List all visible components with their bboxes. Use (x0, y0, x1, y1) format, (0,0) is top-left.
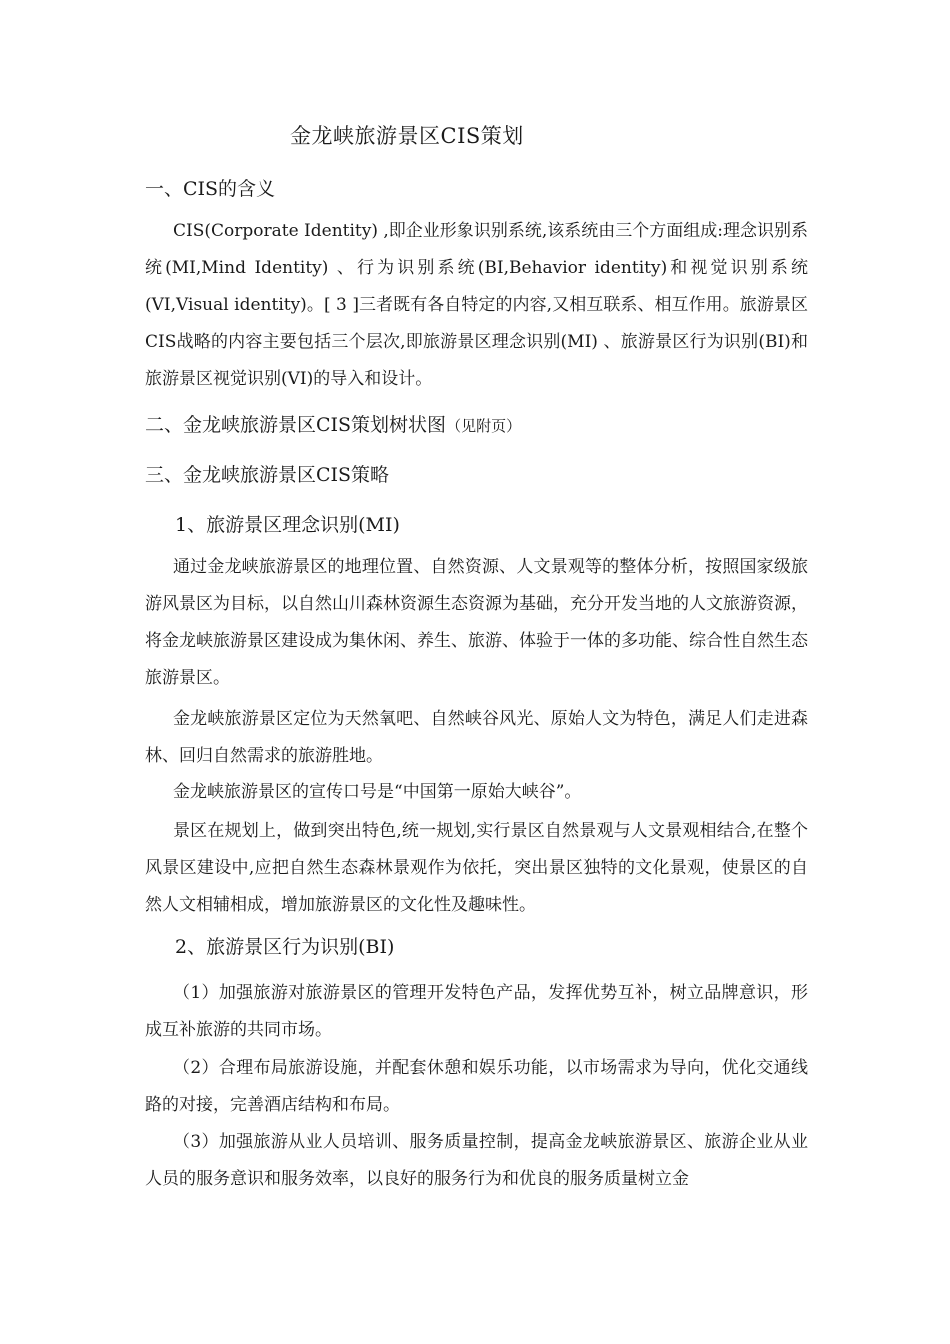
subsection-bi-heading: 2、旅游景区行为识别(BI) (175, 936, 395, 958)
section-2-heading-text: 二、金龙峡旅游景区CIS策划树状图 (145, 414, 447, 436)
subsection-mi-heading: 1、旅游景区理念识别(MI) (175, 514, 400, 536)
section-3-heading: 三、金龙峡旅游景区CIS策略 (145, 464, 390, 486)
mi-paragraph-2: 金龙峡旅游景区定位为天然氧吧、自然峡谷风光、原始人文为特色，满足人们走进森林、回归自然需求的旅游胜地。 (145, 709, 808, 766)
bi-paragraph-1: （1）加强旅游对旅游景区的管理开发特色产品，发挥优势互补，树立品牌意识，形成互补旅游的共同市场。 (145, 983, 808, 1040)
section-1-heading: 一、CIS的含义 (145, 178, 276, 200)
section-1-paragraph: CIS(Corporate Identity) ,即企业形象识别系统,该系统由三个方面组成:理念识别系统(MI,Mind Identity) 、行为识别系统(BI,Behavior identity)和视觉识别系统(VI,Visual identity)。[ 3 ]三者既有各自特定的内容,又相互联系、相互作用。旅游景区CIS战略的内容主要包括三个层次,即旅游景区理念识别(MI) 、旅游景区行为识别(BI)和旅游景区视觉识别(VI)的导入和设计。 (145, 221, 808, 389)
mi-paragraph-1: 通过金龙峡旅游景区的地理位置、自然资源、人文景观等的整体分析，按照国家级旅游风景区为目标，以自然山川森林资源生态资源为基础，充分开发当地的人文旅游资源，将金龙峡旅游景区建设成为集休闲、养生、旅游、体验于一体的多功能、综合性自然生态旅游景区。 (145, 557, 808, 688)
bi-paragraph-2: （2）合理布局旅游设施，并配套休憩和娱乐功能，以市场需求为导向，优化交通线路的对接，完善酒店结构和布局。 (145, 1058, 808, 1115)
document-title: 金龙峡旅游景区CIS策划 (290, 124, 524, 148)
section-2-heading (145, 410, 521, 437)
mi-paragraph-4: 景区在规划上，做到突出特色,统一规划,实行景区自然景观与人文景观相结合,在整个风景区建设中,应把自然生态森林景观作为依托，突出景区独特的文化景观，使景区的自然人文相辅相成，增加旅游景区的文化性及趣味性。 (145, 821, 808, 915)
bi-paragraph-3: （3）加强旅游从业人员培训、服务质量控制，提高金龙峡旅游景区、旅游企业从业人员的服务意识和服务效率，以良好的服务行为和优良的服务质量树立金 (145, 1132, 808, 1189)
mi-paragraph-3: 金龙峡旅游景区的宣传口号是“中国第一原始大峡谷”。 (173, 782, 582, 802)
section-2-note: （见附页） (446, 417, 522, 435)
